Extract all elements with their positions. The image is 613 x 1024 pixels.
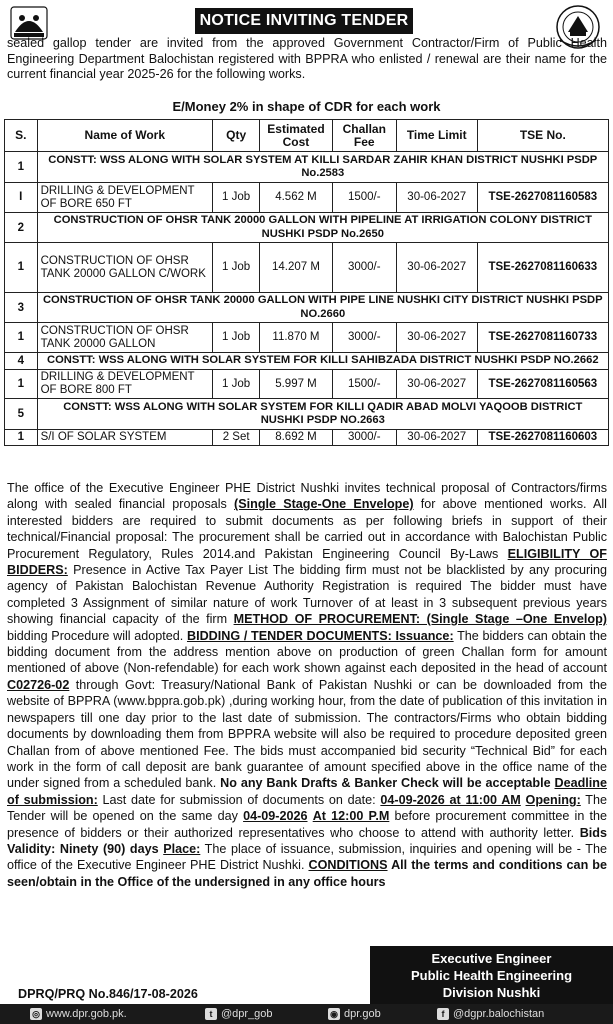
group-title: CONSTT: WSS ALONG WITH SOLAR SYSTEM AT KILLI SARDAR ZAHIR KHAN DISTRICT NUSHKI PSDP No.2583 <box>37 152 608 183</box>
body-text: Last date for submission of documents on date: <box>97 792 381 807</box>
eligibility-label: ELIGIBILITY OF BIDDERS: <box>7 546 608 578</box>
row-cost: 5.997 M <box>260 370 332 399</box>
bidding-documents-label: BIDDING / TENDER DOCUMENTS: Issuance: <box>186 628 454 643</box>
row-qty: 1 Job <box>212 370 259 399</box>
instagram-handle: dpr.gob <box>344 1008 381 1020</box>
row-tse-number: TSE-2627081160583 <box>477 183 608 213</box>
table-group-row <box>5 399 609 430</box>
col-header-cost: Estimated Cost <box>260 120 332 152</box>
table-row <box>5 183 609 213</box>
row-serial: 1 <box>5 370 38 399</box>
social-footer-bar <box>0 1004 613 1024</box>
instagram-icon: ◉ <box>328 1008 340 1020</box>
row-fee: 3000/- <box>332 243 396 293</box>
row-qty: 2 Set <box>212 430 259 446</box>
row-cost: 4.562 M <box>260 183 332 213</box>
row-cost: 8.692 M <box>260 430 332 446</box>
body-text: bidding Procedure will adopted. <box>7 628 187 643</box>
no-drafts-note: No any Bank Drafts & Banker Check will be acceptable <box>220 776 551 791</box>
row-work-name: CONSTRUCTION OF OHSR TANK 20000 GALLON C/WORK <box>37 243 212 293</box>
row-cost: 11.870 M <box>260 323 332 353</box>
method-label: METHOD OF PROCUREMENT: (Single Stage –One Envelop) <box>233 612 607 627</box>
group-title: CONSTT: WSS ALONG WITH SOLAR SYSTEM FOR KILLI QADIR ABAD MOLVI YAQOOB DISTRICT NUSHKI PSDP NO.2663 <box>37 399 608 430</box>
group-number: 5 <box>5 399 38 430</box>
reference-number: DPRQ/PRQ No.846/17-08-2026 <box>18 987 198 1001</box>
emoney-heading: E/Money 2% in shape of CDR for each work <box>172 99 441 114</box>
row-qty: 1 Job <box>212 183 259 213</box>
row-tse-number: TSE-2627081160633 <box>477 243 608 293</box>
intro-paragraph: sealed gallop tender are invited from the approved Government Contractor/Firm of Public Health Engineering Department Balochistan registered with BPPRA who enlisted / renewal are their name for the current financial year 2025-26 for the following works. <box>7 36 607 82</box>
row-time-limit: 30-06-2027 <box>396 183 477 213</box>
place-label: Place: <box>163 841 201 856</box>
notice-title: NOTICE INVITING TENDER <box>195 8 413 34</box>
footer-facebook[interactable] <box>437 1004 544 1024</box>
row-time-limit: 30-06-2027 <box>396 430 477 446</box>
col-header-name: Name of Work <box>37 120 212 152</box>
opening-label: Opening: <box>525 792 581 807</box>
row-qty: 1 Job <box>212 243 259 293</box>
signature-block <box>370 946 613 1004</box>
group-number: 2 <box>5 213 38 243</box>
opening-time: At 12:00 P.M <box>312 809 390 824</box>
body-text: The Tender will be opened on the same day <box>7 792 608 824</box>
table-group-row <box>5 353 609 370</box>
account-number: C02726-02 <box>7 677 70 692</box>
facebook-handle: @dgpr.balochistan <box>453 1008 545 1020</box>
footer-instagram[interactable] <box>328 1004 381 1024</box>
row-fee: 1500/- <box>332 183 396 213</box>
single-stage-note: (Single Stage-One Envelope) <box>234 497 414 512</box>
body-text: through Govt: Treasury/National Bank of Pakistan Nushki or can be downloaded from the website of BPPRA (www.bppra.gob.pk) ,during working hour, from the date of publication of this invitation in newspapers till one day prior to the last date of submission. The contractors/Firms who obtain bidding documents by downloading them from BPPRA website will also be required to procedure deposited green Challan from of above mentioned Fee. The bids must accompanied bid security “Technical Bid” for each work in the form of call deposit are bank guarantee of amount specified above in the office name of the under signed from a scheduled bank. <box>7 677 607 791</box>
twitter-handle: @dpr_gob <box>221 1008 273 1020</box>
signature-line-title: Executive Engineer <box>431 951 552 966</box>
conditions-label: CONDITIONS <box>308 858 388 873</box>
row-time-limit: 30-06-2027 <box>396 243 477 293</box>
table-row <box>5 370 609 399</box>
body-text: The place of issuance, submission, inquiries and opening will be - The office of the Executive Engineer PHE District Nushki. <box>7 841 607 873</box>
footer-website[interactable] <box>30 1004 127 1024</box>
table-group-row <box>5 213 609 243</box>
row-work-name: CONSTRUCTION OF OHSR TANK 20000 GALLON <box>37 323 212 353</box>
twitter-icon: t <box>205 1008 217 1020</box>
website-text: www.dpr.gob.pk. <box>46 1008 127 1020</box>
group-number: 3 <box>5 293 38 323</box>
table-group-row <box>5 293 609 323</box>
group-title: CONSTRUCTION OF OHSR TANK 20000 GALLON WITH PIPE LINE NUSHKI CITY DISTRICT NUSHKI PSDP NO.2660 <box>37 293 608 323</box>
table-group-row <box>5 152 609 183</box>
signature-line-division: Division Nushki <box>442 985 541 1000</box>
deadline-label: Deadline of submission: <box>7 776 608 807</box>
group-number: 4 <box>5 353 38 370</box>
row-serial: 1 <box>5 323 38 353</box>
row-tse-number: TSE-2627081160603 <box>477 430 608 446</box>
row-fee: 1500/- <box>332 370 396 399</box>
body-text: The bidders can obtain the bidding document from the address mention above on production of green Challan form for amount mentioned of above (Non-refendable) for each work shown against each deposited in the head of account <box>7 628 607 676</box>
table-row <box>5 243 609 293</box>
row-time-limit: 30-06-2027 <box>396 370 477 399</box>
tender-body-paragraph <box>7 480 607 890</box>
footer-twitter[interactable] <box>205 1004 273 1024</box>
bids-validity: Bids Validity: Ninety (90) days <box>7 825 607 856</box>
signature-line-dept: Public Health Engineering <box>410 968 573 983</box>
col-header-tse: TSE No. <box>477 120 608 152</box>
group-number: 1 <box>5 152 38 183</box>
body-text: The office of the Executive Engineer PHE District Nushki invites technical proposal of Contractors/firms along with sealed financial proposals <box>7 481 607 512</box>
row-cost: 14.207 M <box>260 243 332 293</box>
works-table <box>4 119 609 446</box>
col-header-s: S. <box>5 120 38 152</box>
row-qty: 1 Job <box>212 323 259 353</box>
col-header-time: Time Limit <box>396 120 477 152</box>
facebook-icon: f <box>437 1008 449 1020</box>
row-fee: 3000/- <box>332 323 396 353</box>
row-work-name: DRILLING & DEVELOPMENT OF BORE 650 FT <box>37 183 212 213</box>
table-row <box>5 430 609 446</box>
deadline-value: 04-09-2026 at 11:00 AM <box>380 792 521 807</box>
globe-icon: ◎ <box>30 1008 42 1020</box>
opening-date: 04-09-2026 <box>243 809 308 824</box>
body-text: Presence in Active Tax Payer List The bidding firm must not be blacklisted by any procuring agency of Pakistan Balochistan Revenue Authority Registration is required The bidder must have completed 3 Assignment of similar nature of work Turnover of at least in 3 subsequent previous years showing financial capacity of the firm <box>7 563 607 627</box>
group-title: CONSTRUCTION OF OHSR TANK 20000 GALLON WITH PIPELINE AT IRRIGATION COLONY DISTRICT NUSHKI PSDP No.2650 <box>37 213 608 243</box>
row-work-name: DRILLING & DEVELOPMENT OF BORE 800 FT <box>37 370 212 399</box>
row-serial: 1 <box>5 430 38 446</box>
col-header-qty: Qty <box>212 120 259 152</box>
row-tse-number: TSE-2627081160733 <box>477 323 608 353</box>
row-fee: 3000/- <box>332 430 396 446</box>
body-text: before procurement committee in the presence of bidders or their authorized representatives who choose to attend with authority letter. <box>7 809 608 840</box>
table-row <box>5 323 609 353</box>
row-time-limit: 30-06-2027 <box>396 323 477 353</box>
table-header-row <box>5 120 609 152</box>
row-work-name: S/I OF SOLAR SYSTEM <box>37 430 212 446</box>
row-serial: I <box>5 183 38 213</box>
conditions-text: All the terms and conditions can be seen/obtain in the Office of the undersigned in any office hours <box>7 858 607 889</box>
dpr-logo-icon <box>10 6 48 40</box>
col-header-fee: Challan Fee <box>332 120 396 152</box>
group-title: CONSTT: WSS ALONG WITH SOLAR SYSTEM FOR KILLI SAHIBZADA DISTRICT NUSHKI PSDP NO.2662 <box>37 353 608 370</box>
row-serial: 1 <box>5 243 38 293</box>
body-text: for above mentioned works. All interested bidders are required to submit documents as per following briefs in support of their technical/Financial proposal: The procurement shall be carried out in accordance with Balochistan Public Procurement Regulatory, Rules 2014.and Pakistan Engineering Council By-Laws <box>7 497 607 561</box>
row-tse-number: TSE-2627081160563 <box>477 370 608 399</box>
